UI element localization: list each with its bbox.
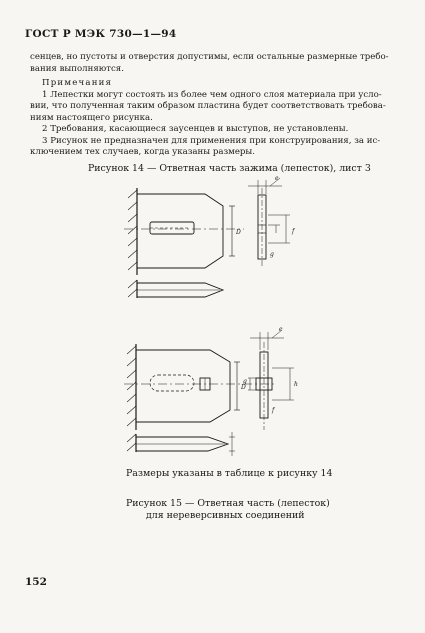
fig15-label-f: f	[272, 407, 275, 414]
note-1-line-1: 1 Лепестки могут состоять из более чем одного слоя материала при усло-	[42, 89, 382, 100]
document-header: ГОСТ Р МЭК 730—1—94	[25, 28, 177, 40]
text-line: сенцев, но пустоты и отверстия допустимы, если остальные размерные требо-	[30, 52, 389, 62]
figure-14-drawing	[124, 178, 290, 298]
fig14-label-g: g	[270, 251, 274, 258]
fig15-label-e: e	[279, 326, 283, 333]
page-number: 152	[25, 576, 47, 588]
note-3-line-2: ключением тех случаев, когда указаны размеры.	[30, 147, 255, 157]
fig15-label-g: g	[243, 378, 247, 385]
figure-15-caption-line-2: для нереверсивных соединений	[146, 510, 305, 521]
note-3-line-1: 3 Рисунок не предназначен для применения при конструирования, за ис-	[42, 135, 381, 146]
figure-15-caption-line-1: Рисунок 15 — Ответная часть (лепесток)	[126, 498, 330, 509]
fig15-label-d: D	[241, 384, 246, 391]
notes-title: Примечания	[42, 78, 113, 88]
fig15-label-h: h	[294, 381, 298, 388]
figure-15-drawing	[124, 330, 294, 456]
fig14-label-e: e	[275, 175, 279, 182]
note-1-line-3: ниям настоящего рисунка.	[30, 112, 153, 123]
figure-15-table-note: Размеры указаны в таблице к рисунку 14	[126, 468, 333, 479]
text-line: вания выполняются.	[30, 63, 124, 74]
note-2: 2 Требования, касающиеся заусенцев и выступов, не установлены.	[42, 124, 349, 134]
figure-14-caption: Рисунок 14 — Ответная часть зажима (лепесток), лист 3	[88, 163, 371, 174]
fig14-label-f: f	[292, 228, 295, 235]
fig14-label-d: D	[236, 229, 241, 236]
note-1-line-2: вии, что полученная таким образом пластина будет соответствовать требова-	[30, 101, 386, 111]
